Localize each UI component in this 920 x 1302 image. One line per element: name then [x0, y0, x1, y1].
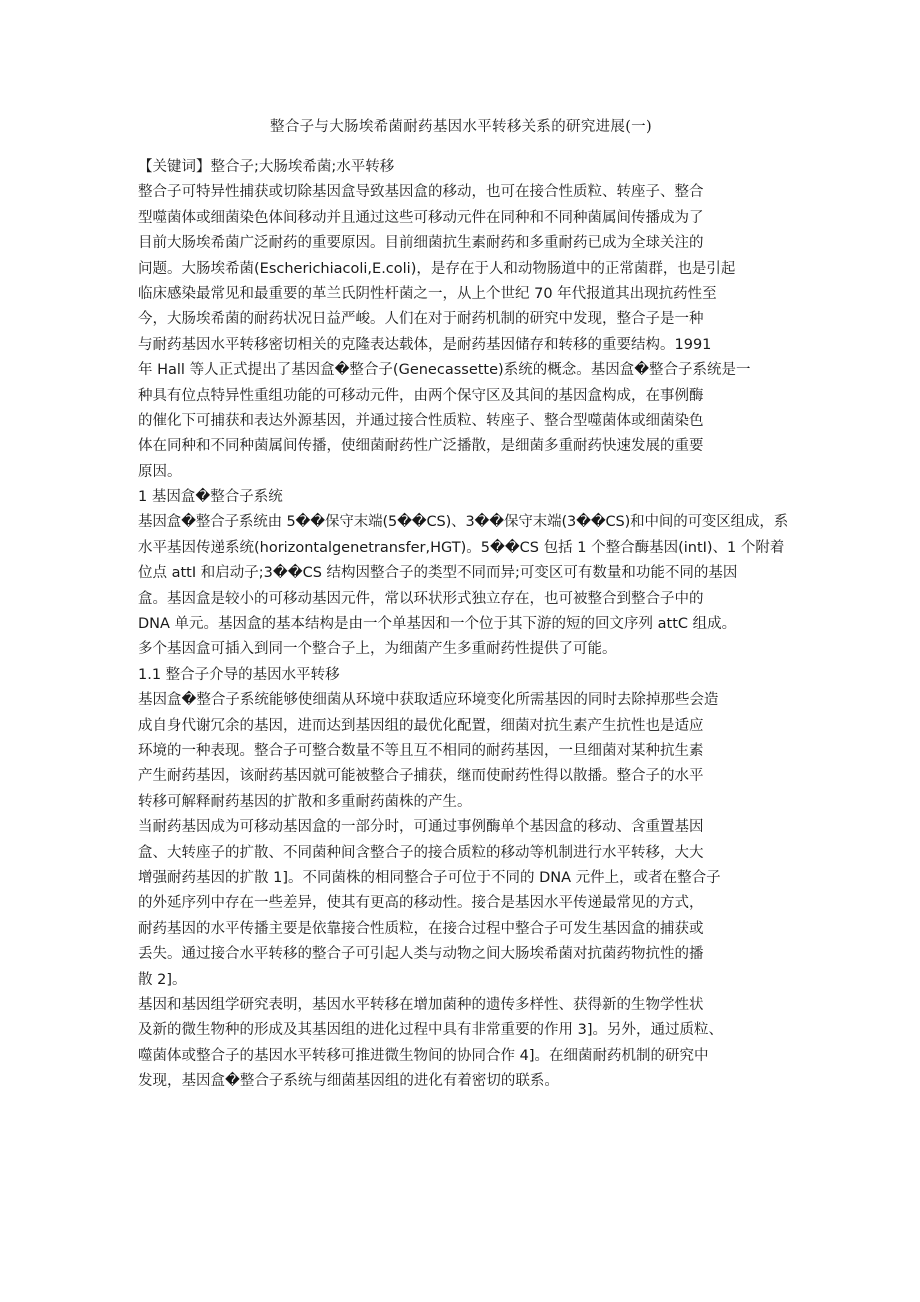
text-line: 多个基因盒可插入到同一个整合子上，为细菌产生多重耐药性提供了可能。 — [138, 641, 617, 658]
text-line: 噬菌体或整合子的基因水平转移可推进微生物间的协同合作 4]。在细菌耐药机制的研究中 — [138, 1047, 709, 1064]
keywords-label: 【关键词】 — [138, 159, 211, 175]
text-line: 环境的一种表现。整合子可整合数量不等且互不相同的耐药基因，一旦细菌对某种抗生素 — [138, 742, 704, 759]
text-line: 散 2]。 — [138, 971, 187, 988]
text-line: 成自身代谢冗余的基因，进而达到基因组的最优化配置，细菌对抗生素产生抗性也是适应 — [138, 717, 704, 734]
text-line: 型噬菌体或细菌染色体间移动并且通过这些可移动元件在同种和不同种菌属间传播成为了 — [138, 209, 704, 226]
text-line: 转移可解释耐药基因的扩散和多重耐药菌株的产生。 — [138, 793, 472, 810]
text-line: 整合子可特异性捕获或切除基因盒导致基因盒的移动，也可在接合性质粒、转座子、整合 — [138, 184, 704, 201]
text-line: 今，大肠埃希菌的耐药状况日益严峻。人们在对于耐药机制的研究中发现，整合子是一种 — [138, 311, 704, 328]
text-line: 的催化下可捕获和表达外源基因，并通过接合性质粒、转座子、整合型噬菌体或细菌染色 — [138, 412, 704, 429]
section-heading: 1 基因盒�整合子系统 — [138, 489, 283, 506]
text-line: 原因。 — [138, 463, 182, 480]
text-line: 临床感染最常见和最重要的革兰氏阴性杆菌之一，从上个世纪 70 年代报道其出现抗药性至 — [138, 285, 717, 302]
text-line: 盒、大转座子的扩散、不同菌种间含整合子的接合质粒的移动等机制进行水平转移，大大 — [138, 844, 704, 861]
text-line: 问题。大肠埃希菌(Escherichiacoli,E.coli)，是存在于人和动物肠道中的正常菌群，也是引起 — [138, 260, 736, 277]
text-line: 产生耐药基因，该耐药基因就可能被整合子捕获，继而使耐药性得以散播。整合子的水平 — [138, 768, 704, 785]
text-line: 基因盒�整合子系统能够使细菌从环境中获取适应环境变化所需基因的同时去除掉那些会造 — [138, 692, 719, 709]
document-title: 整合子与大肠埃希菌耐药基因水平转移关系的研究进展(一) — [270, 119, 652, 135]
text-line: 年 Hall 等人正式提出了基因盒�整合子(Genecassette)系统的概念。基因盒�整合子系统是一 — [138, 362, 751, 379]
text-line: 盒。基因盒是较小的可移动基因元件，常以环状形式独立存在，也可被整合到整合子中的 — [138, 590, 704, 607]
text-line: 增强耐药基因的扩散 1]。不同菌株的相同整合子可位于不同的 DNA 元件上，或者在整合子 — [138, 869, 721, 886]
text-line: 目前大肠埃希菌广泛耐药的重要原因。目前细菌抗生素耐药和多重耐药已成为全球关注的 — [138, 235, 704, 252]
text-line: 基因盒�整合子系统由 5��保守末端(5��CS)、3��保守末端(3��CS)和中间的可变区组成，系 — [138, 514, 789, 531]
text-line: 与耐药基因水平转移密切相关的克隆表达载体，是耐药基因储存和转移的重要结构。1991 — [138, 336, 712, 353]
text-line: 水平基因传递系统(horizontalgenetransfer,HGT)。5��CS 包括 1 个整合酶基因(intI)、1 个附着 — [138, 539, 785, 556]
text-line: 位点 attI 和启动子;3��CS 结构因整合子的类型不同而异;可变区可有数量和功能不同的基因 — [138, 565, 738, 582]
keywords-value: 整合子;大肠埃希菌;水平转移 — [210, 159, 395, 175]
keywords-line — [138, 155, 788, 180]
text-line: 基因和基因组学研究表明，基因水平转移在增加菌种的遗传多样性、获得新的生物学性状 — [138, 996, 704, 1013]
text-line: 及新的微生物种的形成及其基因组的进化过程中具有非常重要的作用 3]。另外，通过质粒、 — [138, 1022, 723, 1039]
text-line: 发现，基因盒�整合子系统与细菌基因组的进化有着密切的联系。 — [138, 1073, 559, 1090]
text-line: DNA 单元。基因盒的基本结构是由一个单基因和一个位于其下游的短的回文序列 attC 组成。 — [138, 616, 737, 633]
subsection-heading: 1.1 整合子介导的基因水平转移 — [138, 666, 340, 683]
document-body — [138, 155, 788, 1094]
text-line: 的外延序列中存在一些差异，使其有更高的移动性。接合是基因水平传递最常见的方式， — [138, 895, 704, 912]
text-line: 丢失。通过接合水平转移的整合子可引起人类与动物之间大肠埃希菌对抗菌药物抗性的播 — [138, 946, 704, 963]
text-line: 当耐药基因成为可移动基因盒的一部分时，可通过事例酶单个基因盒的移动、含重置基因 — [138, 819, 704, 836]
text-line: 体在同种和不同种菌属间传播，使细菌耐药性广泛播散，是细菌多重耐药快速发展的重要 — [138, 438, 704, 455]
text-line: 耐药基因的水平传播主要是依靠接合性质粒，在接合过程中整合子可发生基因盒的捕获或 — [138, 920, 704, 937]
text-line: 种具有位点特异性重组功能的可移动元件，由两个保守区及其间的基因盒构成，在事例酶 — [138, 387, 704, 404]
